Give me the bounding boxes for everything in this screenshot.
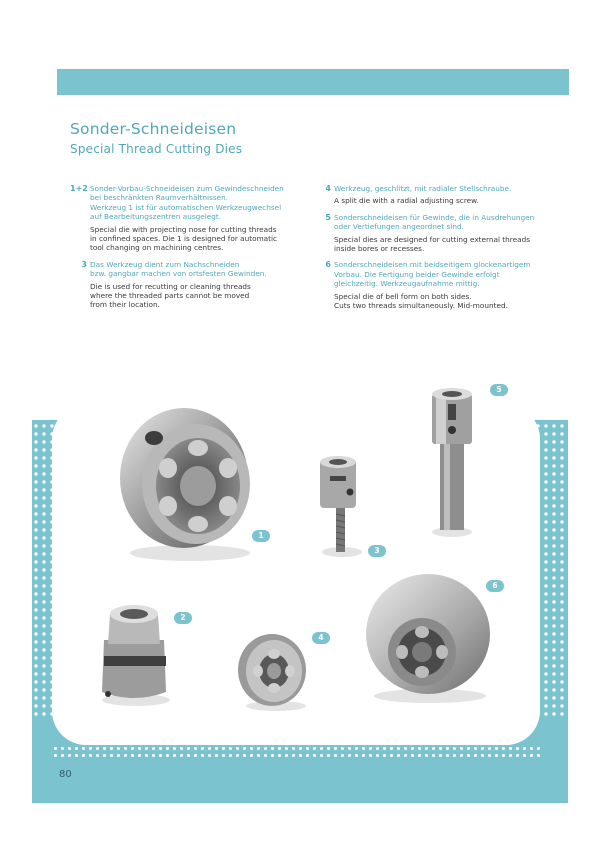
product-label-4: 4 (312, 632, 330, 644)
product-label-2: 2 (174, 612, 192, 624)
item-text-english: Special dies are designed for cutting external threads inside bores or recesses. (334, 234, 531, 254)
description-item (70, 184, 300, 253)
description-column-left (70, 184, 300, 317)
item-number: 6 (325, 260, 331, 270)
page-subtitle: Special Thread Cutting Dies (70, 142, 243, 156)
description-item (314, 213, 554, 254)
item-text-german: Das Werkzeug dient zum Nachschneiden bzw. gangbar machen von ortsfesten Gewinden. (90, 259, 267, 279)
page-title: Sonder-Schneideisen (70, 120, 237, 138)
description-item (314, 184, 554, 206)
item-number: 1+2 (70, 184, 88, 193)
product-image-die-1 (112, 398, 262, 568)
item-text-english: A split die with a radial adjusting screw. (334, 196, 479, 206)
item-text-german: Werkzeug, geschlitzt, mit radialer Stellschraube. (334, 184, 512, 193)
header-bar (57, 69, 569, 95)
product-image-die-5 (428, 380, 476, 542)
halftone-pattern-bottom (52, 745, 540, 759)
item-text-german: Sonderschneideisen für Gewinde, die in Ausdrehungen oder Vertiefungen angeordnet sind. (334, 212, 535, 232)
product-label-1: 1 (252, 530, 270, 542)
product-image-die-4 (236, 630, 310, 712)
item-text-english: Die is used for recutting or cleaning threads where the threaded parts cannot be moved from their location. (90, 281, 251, 310)
item-number: 4 (325, 184, 331, 193)
product-label-6: 6 (486, 580, 504, 592)
description-column-right (314, 184, 554, 317)
product-image-die-3 (314, 452, 364, 560)
item-text-english: Special die of bell form on both sides. Cuts two threads simultaneously. Mid-mounted. (334, 291, 508, 311)
description-item (70, 260, 300, 310)
halftone-pattern-left (32, 390, 54, 720)
item-number: 3 (81, 259, 87, 269)
product-label-5: 5 (490, 384, 508, 396)
item-text-german: Sonderschneideisen mit beidseitigem glockenartigem Vorbau. Die Fertigung beider Gewinde erfolgt gleichzeitig. Werkzeugaufnahme mittig. (334, 260, 531, 289)
item-text-english: Special die with projecting nose for cutting threads in confined spaces. Die 1 is designed for automatic tool changing on machining centres. (90, 224, 278, 253)
item-number: 5 (325, 212, 331, 222)
description-item (314, 260, 554, 310)
product-image-die-2 (94, 600, 174, 708)
item-text-german: Sonder-Vorbau-Schneideisen zum Gewindeschneiden bei beschränkten Raumverhältnissen. Werkzeug 1 ist für automatischen Werkzeugwechsel auf Bearbeitungszentren ausgelegt. (90, 184, 284, 222)
product-image-die-6 (362, 572, 492, 704)
product-label-3: 3 (368, 545, 386, 557)
page-number: 80 (59, 769, 72, 780)
